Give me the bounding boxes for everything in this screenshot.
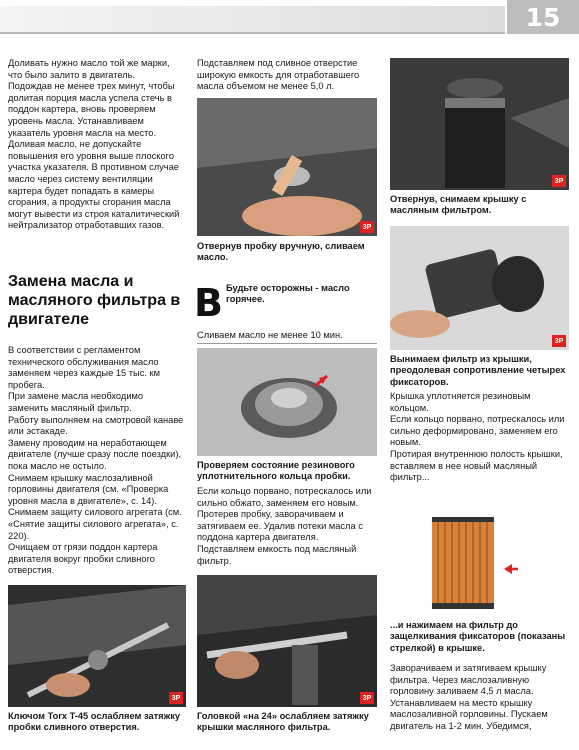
paragraph: Очищаем от грязи поддон картера двигателя вокруг пробки сливного отверстия. (8, 542, 158, 576)
col3-bottom-text (390, 663, 569, 733)
drain-plug-caption: Отвернув пробку вручную, сливаем масло. (197, 241, 365, 263)
drain-plug-photo (197, 98, 377, 236)
plug-ring-photo (197, 348, 377, 456)
paragraph: Если кольцо порвано, потрескалось или сильно деформировано, заменяем его новым. (390, 414, 565, 448)
drain-time-text: Сливаем масло не менее 10 мин. (197, 330, 343, 340)
filter-from-cap-caption: Вынимаем фильтр из крышки, преодолевая сопротивление четырех фиксаторов. (390, 354, 566, 387)
filter-cap-photo (390, 58, 569, 190)
plug-ring-caption: Проверяем состояние резинового уплотнительного кольца пробки. (197, 460, 355, 482)
socket-24-illustration (197, 575, 377, 707)
filter-from-cap-illustration (390, 226, 569, 350)
paragraph: Заворачиваем и затягиваем крышку фильтра. Через маслозаливную горловину заливаем 4,5 л масла. Устанавливаем на место крышку маслозаливной горловины. Пускаем двигатель на 1-2 мин. Убедимся, (390, 663, 548, 731)
paragraph: Доливать нужно масло той же марки, что было залито в двигатель. (8, 58, 170, 80)
oil-filter-illustration (418, 517, 550, 609)
photo-logo: 3P (360, 692, 374, 704)
paragraph: Снимаем защиту силового агрегата (см. «Снятие защиты силового агрегата», с. 220). (8, 507, 182, 541)
paragraph: Крышка уплотняется резиновым кольцом. (390, 391, 531, 413)
drain-plug-illustration (197, 98, 377, 236)
header-rule (0, 32, 505, 34)
photo-logo: 3P (169, 692, 183, 704)
paragraph: Протерев пробку, заворачиваем и затягиваем ее. Удалив потеки масла с поддона картера двигателя. Подставляем емкость под масляный фильтр. (197, 509, 363, 566)
paragraph: Если кольцо порвано, потрескалось или сильно обжато, заменяем его новым. (197, 486, 372, 508)
filter-cap-caption: Отвернув, снимаем крышку с масляным фильтром. (390, 194, 527, 216)
paragraph: Доливая масло, не допускайте повышения его уровня выше плоского участка указателя. В противном случае масло через систему вентиляции картера будет попадать в камеры сгорания, а продукты сгорания масла могут вывести из строя каталитический нейтрализатор отработавших газов. (8, 139, 180, 231)
torx-wrench-photo (8, 585, 186, 707)
oil-filter-image (418, 517, 550, 609)
col2-ring-text (197, 486, 377, 567)
torx-wrench-illustration (8, 585, 186, 707)
warning-letter: В (194, 281, 223, 325)
torx-wrench-caption: Ключом Torx T-45 ослабляем затяжку пробки сливного отверстия. (8, 711, 181, 733)
paragraph: Работу выполняем на смотровой канаве или эстакаде. (8, 414, 184, 437)
photo-logo: 3P (360, 221, 374, 233)
filter-from-cap-photo (390, 226, 569, 350)
filter-cap-illustration (390, 58, 569, 190)
col2-top-text: Подставляем под сливное отверстие широкую емкость для отработавшего масла объемом не менее 5,0 л. (197, 58, 360, 92)
intro-text (8, 58, 186, 232)
socket-24-caption: Головкой «на 24» ослабляем затяжку крышки масляного фильтра. (197, 711, 369, 733)
paragraph: Подождав не менее трех минут, чтобы долитая порция масла успела стечь в поддон картера, вновь проверяем уровень масла. Устанавливаем указатель уровня масла на место. (8, 81, 175, 138)
paragraph: Снимаем крышку маслозаливной горловины двигателя (см. «Проверка уровня масла в двигателе», с. 14). (8, 472, 169, 506)
section-title: Замена масла и масляного фильтра в двигателе (8, 273, 181, 328)
oil-change-section (8, 272, 186, 577)
paragraph: Протирая внутреннюю полость крышки, вставляем в нее новый масляный фильтр... (390, 448, 563, 483)
plug-ring-illustration (197, 348, 377, 456)
photo-logo: 3P (552, 335, 566, 347)
header-bar (0, 6, 505, 34)
page-number: 15 (507, 0, 579, 34)
warning-text: Будьте осторожны - масло горячее. (226, 283, 350, 305)
press-filter-caption: ...и нажимаем на фильтр до защелкивания фиксаторов (показаны стрелкой) в крышке. (390, 620, 566, 653)
photo-logo: 3P (552, 175, 566, 187)
page-header (0, 0, 579, 34)
paragraph: При замене масла необходимо заменить масляный фильтр. (8, 391, 144, 413)
col3-ring-text (390, 391, 569, 484)
paragraph: В соответствии с регламентом технического обслуживания масло заменяем через каждые 15 тыс. км пробега. (8, 345, 160, 390)
divider (197, 343, 377, 344)
socket-24-photo (197, 575, 377, 707)
paragraph: Замену проводим на неработающем двигателе (лучше сразу после поездки), пока масло не остыло. (8, 437, 182, 471)
